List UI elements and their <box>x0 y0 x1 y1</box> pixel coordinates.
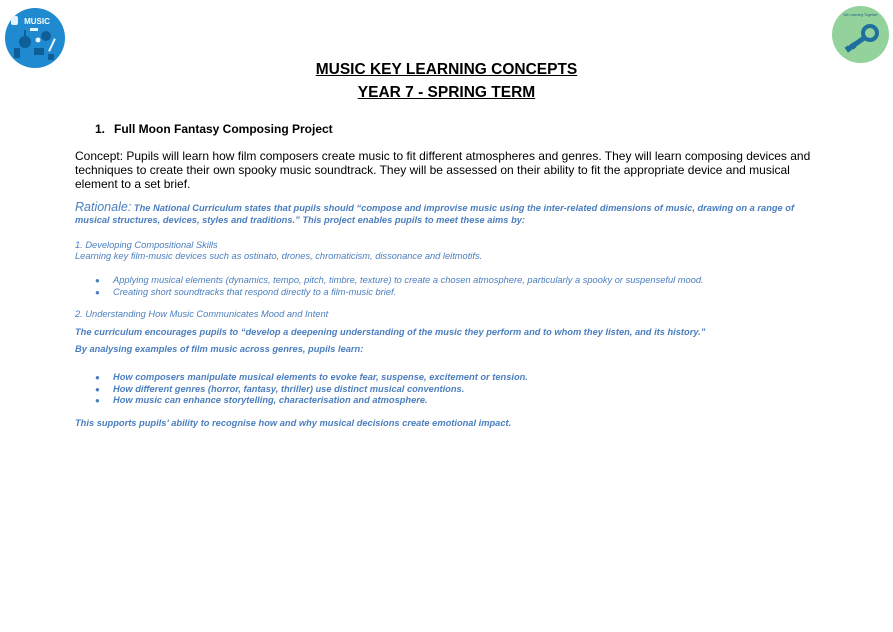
project-number: 1. <box>95 122 106 136</box>
rationale-text: The National Curriculum states that pupils should “compose and improvise music using the inter-related dimensions of music, drawing on a range of musical structures, devices, styles and traditions.” This project enables pupils to meet these aims by: <box>75 203 795 225</box>
bullet-icon: ● <box>95 384 100 394</box>
key-icon <box>832 6 889 63</box>
music-logo <box>5 8 65 68</box>
project-heading <box>95 122 333 136</box>
bullet-text: Applying musical elements (dynamics, tempo, pitch, timbre, texture) to create a chosen atmosphere, particularly a spooky or suspenseful mood. <box>113 275 704 285</box>
section1-bullet-list <box>95 275 835 298</box>
section2-heading: 2. Understanding How Music Communicates Mood and Intent <box>75 309 329 319</box>
list-item <box>95 287 835 299</box>
list-item <box>95 372 835 384</box>
page-subtitle: YEAR 7 - SPRING TERM <box>357 84 536 101</box>
section2-closing: This supports pupils’ ability to recognise how and why musical decisions create emotional impact. <box>75 418 512 428</box>
bullet-text: How music can enhance storytelling, characterisation and atmosphere. <box>113 395 428 405</box>
section2-quote: The curriculum encourages pupils to “develop a deepening understanding of the music they perform and to whom they listen, and its history.” <box>75 327 706 337</box>
section1-heading: 1. Developing Compositional Skills <box>75 240 218 250</box>
music-instruments-icon <box>5 8 65 68</box>
section2-bullet-list <box>95 372 835 407</box>
rationale-lead: Rationale: <box>75 200 132 214</box>
page-title: MUSIC KEY LEARNING CONCEPTS <box>315 61 578 78</box>
list-item <box>95 395 835 407</box>
bullet-icon: ● <box>95 373 100 382</box>
rationale-paragraph <box>75 202 825 226</box>
list-item <box>95 384 835 396</box>
bullet-icon: ● <box>95 276 100 285</box>
school-logo-text: We Learning Together <box>843 13 878 17</box>
bullet-icon: ● <box>95 287 100 297</box>
title-block <box>0 60 893 103</box>
school-logo <box>832 6 889 63</box>
list-item <box>95 275 835 287</box>
concept-paragraph: Concept: Pupils will learn how film composers create music to fit different atmospheres and genres. They will learn composing devices and techniques to create their own spooky music soundtrack. They will be assessed on their ability to fit the appropriate device and musical element to a set brief. <box>75 149 811 191</box>
music-logo-text: MUSIC <box>24 17 50 26</box>
bullet-text: Creating short soundtracks that respond directly to a film-music brief. <box>113 286 397 297</box>
section2-intro: By analysing examples of film music across genres, pupils learn: <box>75 344 364 354</box>
project-title: Full Moon Fantasy Composing Project <box>114 122 333 136</box>
bullet-text: How composers manipulate musical elements to evoke fear, suspense, excitement or tension. <box>113 372 528 382</box>
bullet-text: How different genres (horror, fantasy, thriller) use distinct musical conventions. <box>113 383 465 394</box>
section1-intro: Learning key film-music devices such as ostinato, drones, chromaticism, dissonance and leitmotifs. <box>75 251 483 261</box>
bullet-icon: ● <box>95 396 100 405</box>
